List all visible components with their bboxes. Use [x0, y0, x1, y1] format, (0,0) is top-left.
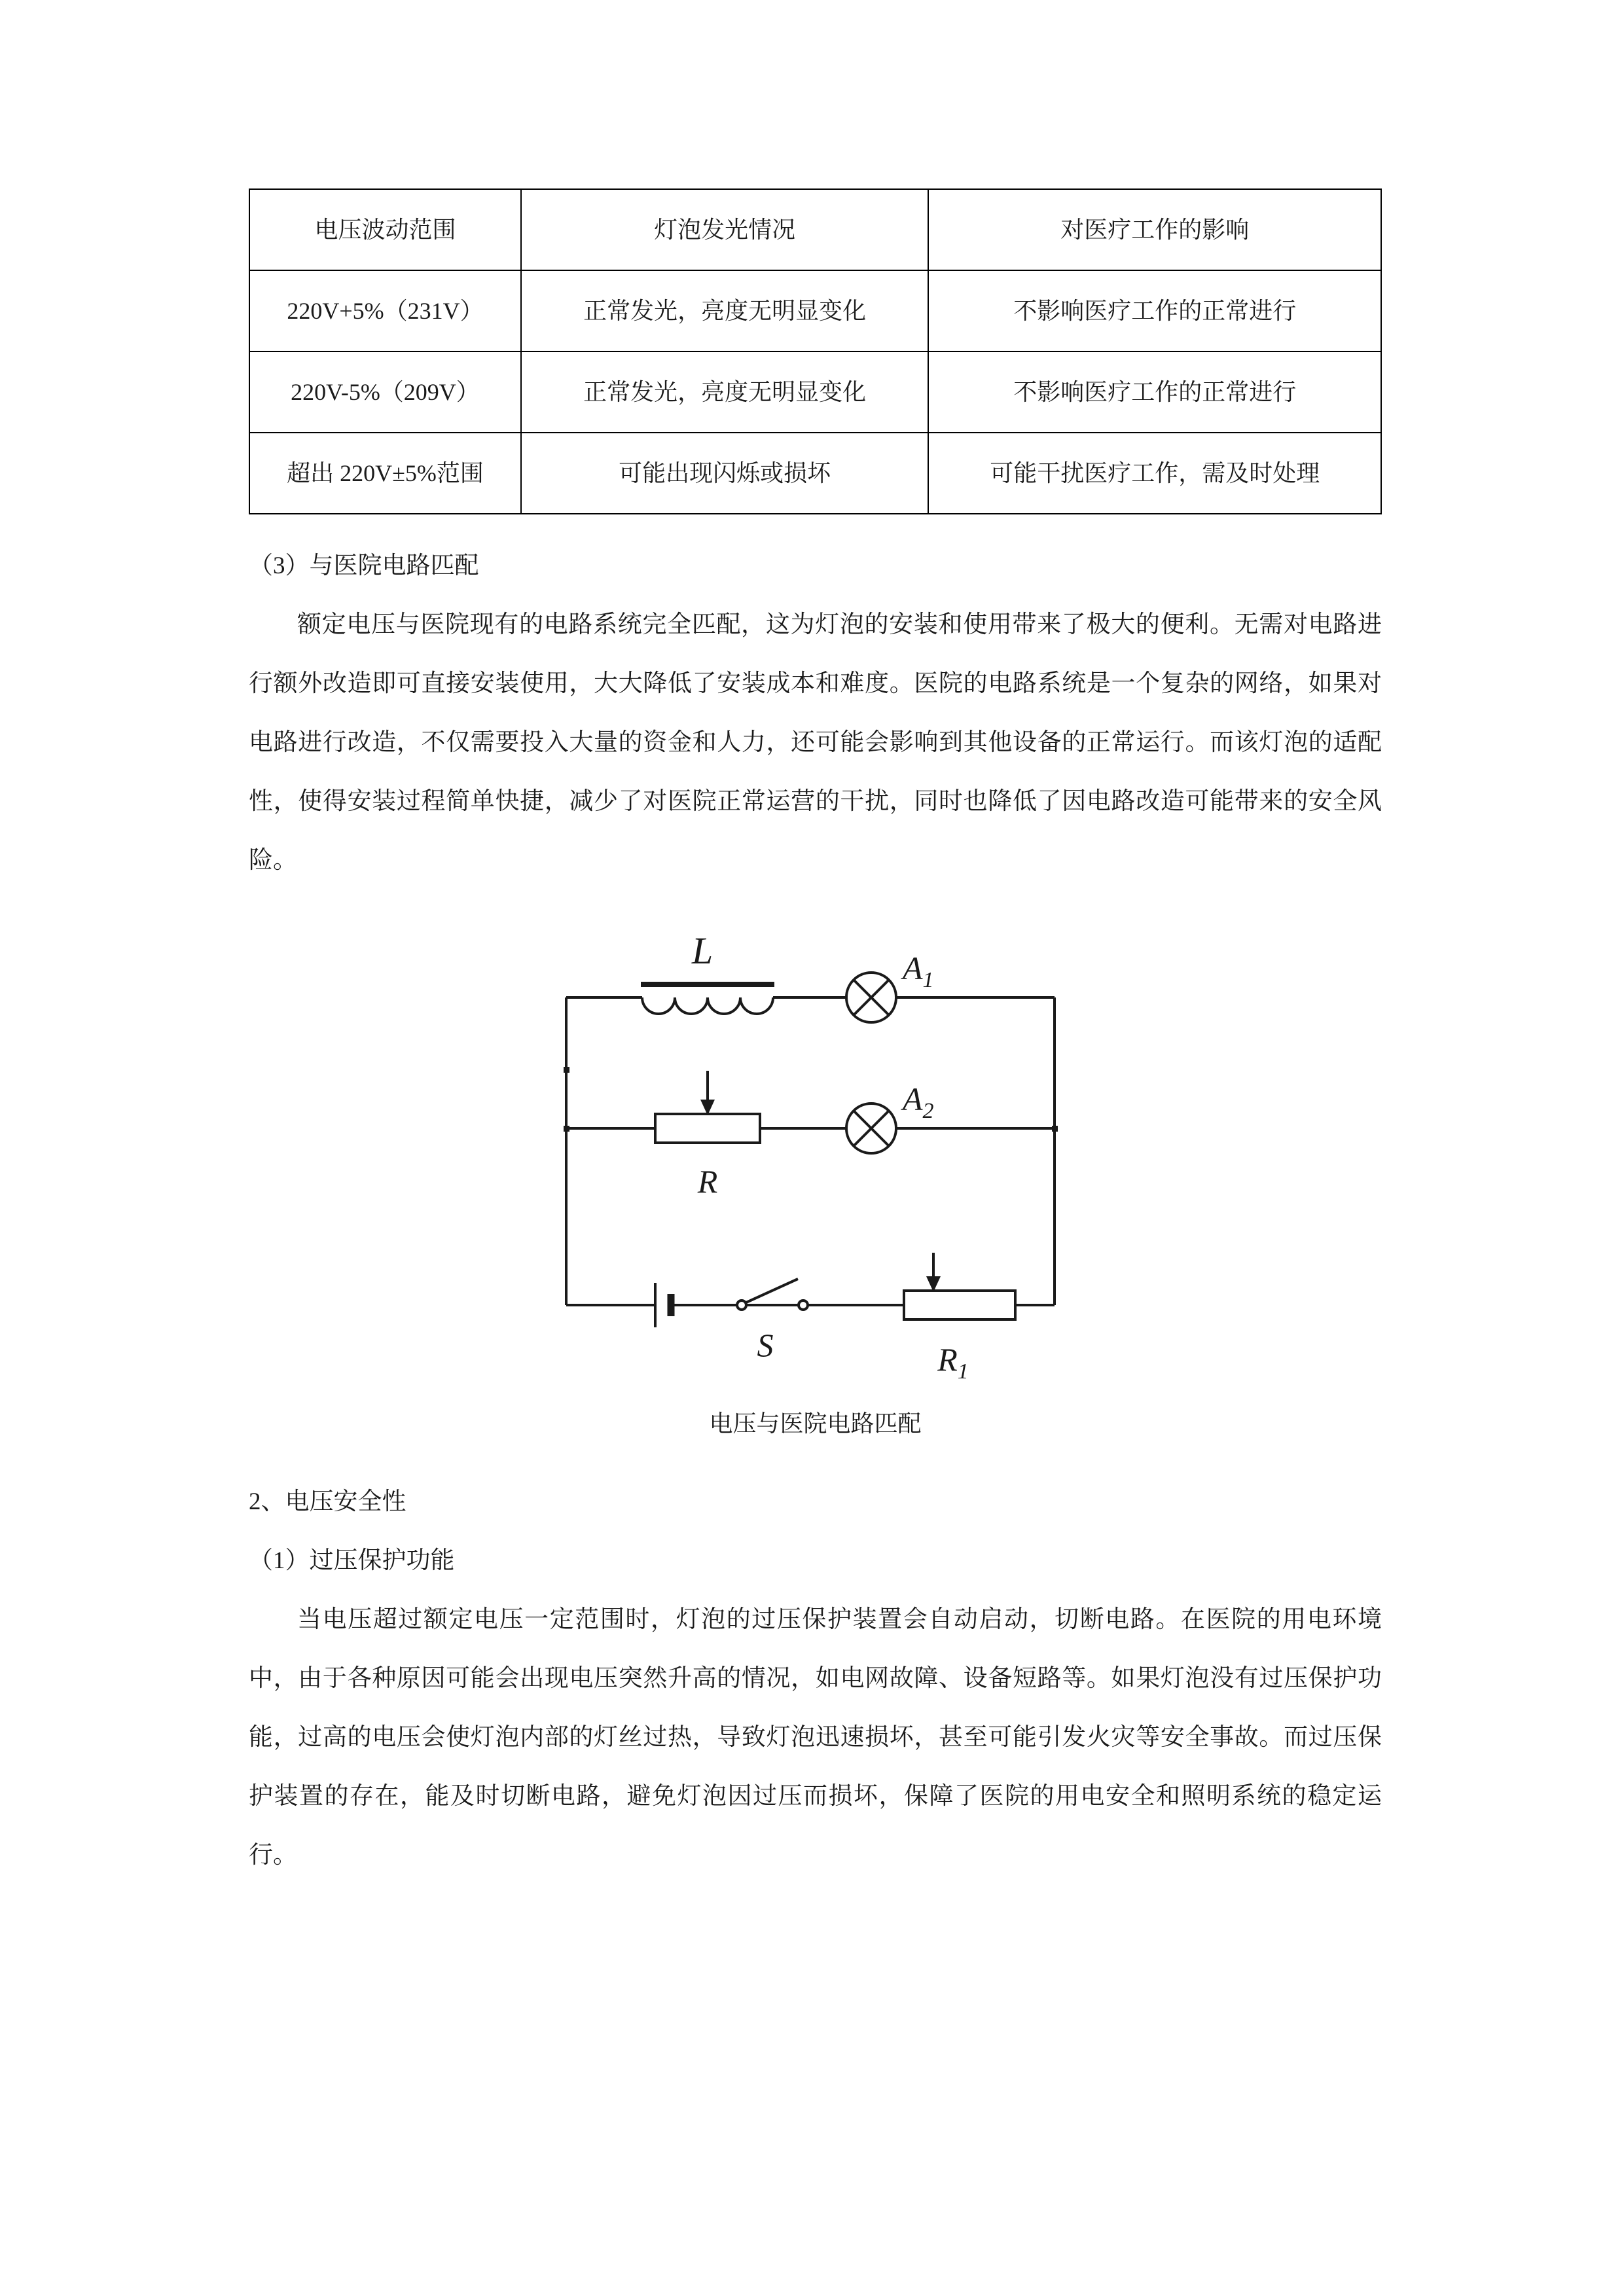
junction-node: [1052, 1126, 1058, 1132]
table-header-range: 电压波动范围: [249, 189, 521, 270]
table-cell: 不影响医疗工作的正常进行: [928, 351, 1381, 433]
heading-overvoltage-protection: （1）过压保护功能: [249, 1547, 455, 1574]
inductor-label: L: [691, 929, 713, 972]
heading-voltage-safety: 2、电压安全性: [249, 1488, 406, 1515]
table-row: [249, 351, 1381, 433]
battery-symbol: [655, 1283, 671, 1327]
rheostat-r-symbol: [655, 1071, 760, 1200]
lamp-a2-symbol: [846, 1081, 934, 1153]
figure-caption: 电压与医院电路匹配: [709, 1410, 922, 1437]
lamp-a1-label: $A_1$: [902, 950, 934, 992]
circuit-figure: [249, 912, 1382, 1446]
table-cell: 220V+5%（231V）: [249, 270, 521, 351]
lamp-a1-symbol: [846, 950, 934, 1022]
table-header-impact: 对医疗工作的影响: [928, 189, 1381, 270]
table-cell: 正常发光，亮度无明显变化: [521, 351, 928, 433]
inductor-symbol: [641, 929, 774, 1014]
paragraph-overvoltage: 当电压超过额定电压一定范围时，灯泡的过压保护装置会自动启动，切断电路。在医院的用电环境中，由于各种原因可能会出现电压突然升高的情况，如电网故障、设备短路等。如果灯泡没有过压保护功能，过高的电压会使灯泡内部的灯丝过热，导致灯泡迅速损坏，甚至可能引发火灾等安全事故。而过压保护装置的存在，能及时切断电路，避免灯泡因过压而损坏，保障了医院的用电安全和照明系统的稳定运行。: [249, 1606, 1382, 1869]
circuit-diagram: [557, 912, 1074, 1397]
table-header-glow: 灯泡发光情况: [521, 189, 928, 270]
table-cell: 正常发光，亮度无明显变化: [521, 270, 928, 351]
lamp-a2-label: $A_2$: [902, 1081, 934, 1123]
table-header-row: [249, 189, 1381, 270]
table-cell: 220V-5%（209V）: [249, 351, 521, 433]
table-cell: 超出 220V±5%范围: [249, 433, 521, 514]
table-cell: 不影响医疗工作的正常进行: [928, 270, 1381, 351]
rheostat-r1-label: $R_1$: [937, 1341, 969, 1384]
junction-node: [564, 1067, 569, 1073]
voltage-fluctuation-table: [249, 188, 1382, 514]
table-row: [249, 270, 1381, 351]
paragraph-circuit-match: 额定电压与医院现有的电路系统完全匹配，这为灯泡的安装和使用带来了极大的便利。无需对电路进行额外改造即可直接安装使用，大大降低了安装成本和难度。医院的电路系统是一个复杂的网络，如果对电路进行改造，不仅需要投入大量的资金和人力，还可能会影响到其他设备的正常运行。而该灯泡的适配性，使得安装过程简单快捷，减少了对医院正常运营的干扰，同时也降低了因电路改造可能带来的安全风险。: [249, 611, 1382, 874]
switch-label: S: [757, 1327, 773, 1363]
rheostat-r-label: R: [697, 1163, 717, 1200]
table-cell: 可能干扰医疗工作，需及时处理: [928, 433, 1381, 514]
rheostat-r1-symbol: [904, 1253, 1015, 1384]
switch-symbol: [737, 1279, 808, 1363]
junction-node: [564, 1126, 569, 1132]
heading-circuit-match: （3）与医院电路匹配: [249, 552, 479, 579]
table-row: [249, 433, 1381, 514]
table-cell: 可能出现闪烁或损坏: [521, 433, 928, 514]
